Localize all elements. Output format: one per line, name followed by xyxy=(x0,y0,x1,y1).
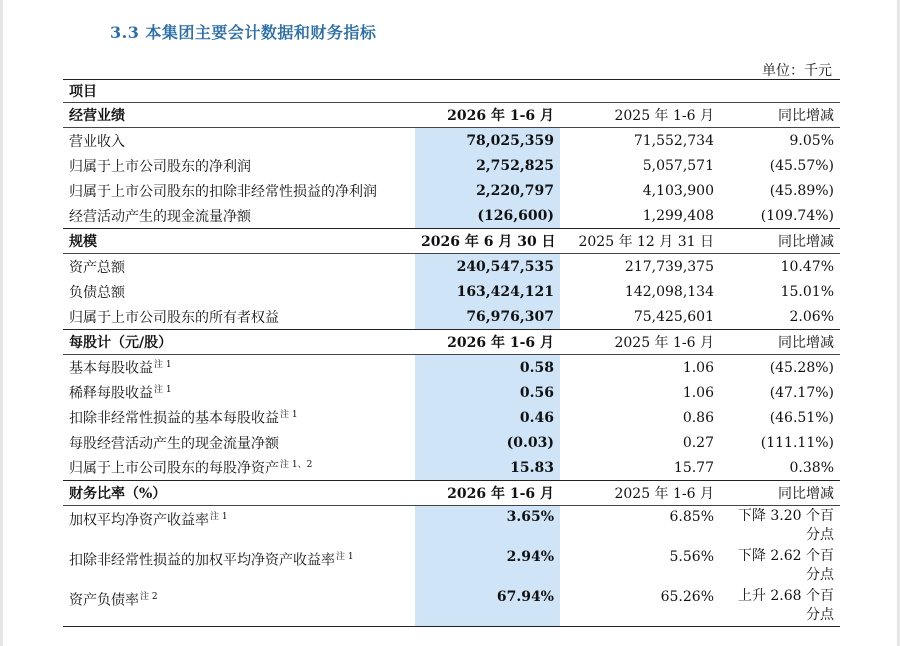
current-value: 163,424,121 xyxy=(415,279,560,304)
section-title: 财务比率（%） xyxy=(63,481,415,506)
prior-value: 5.56% xyxy=(669,549,714,565)
table-row xyxy=(63,254,840,280)
column-header-current: 2026 年 1-6 月 xyxy=(415,103,560,128)
change-value: 上升 2.68 个百分点 xyxy=(720,586,840,627)
current-value: 0.46 xyxy=(415,405,560,430)
column-header-current: 2026 年 1-6 月 xyxy=(415,330,560,355)
prior-value: 1.06 xyxy=(682,384,714,401)
column-header-change: 同比增减 xyxy=(720,103,840,128)
footnote-marker: 注 1 xyxy=(280,410,298,421)
prior-value: 65.26% xyxy=(560,586,720,627)
unit-label: 单位：千元 xyxy=(762,63,832,79)
table-row xyxy=(63,203,840,229)
prior-value: 4,103,900 xyxy=(642,182,714,199)
prior-value: 142,098,134 xyxy=(624,283,714,300)
current-value: 3.65% xyxy=(415,506,560,547)
row-label: 基本每股收益$^{注 1}$ xyxy=(69,360,172,377)
change-value: (111.11%) xyxy=(760,434,834,451)
row-label: 资产负债率$^{注 2}$ xyxy=(63,586,415,627)
change-value: (45.28%) xyxy=(769,359,834,376)
table-row xyxy=(63,178,840,203)
table-row xyxy=(63,380,840,405)
row-label: 归属于上市公司股东的每股净资产$^{注 1、2}$ xyxy=(69,460,313,477)
current-value: (126,600) xyxy=(415,203,560,229)
row-label: 负债总额 xyxy=(69,284,125,301)
table-row xyxy=(63,430,840,455)
table-row xyxy=(63,279,840,304)
footnote-marker: 注 1 xyxy=(336,552,354,562)
prior-value: 1.06 xyxy=(682,359,714,376)
section-header-row xyxy=(63,229,840,254)
row-label: 稀释每股收益$^{注 1}$ xyxy=(69,385,172,402)
row-label: 资产总额 xyxy=(69,259,125,276)
table-row xyxy=(63,304,840,330)
current-value: 76,976,307 xyxy=(415,304,560,330)
column-header-change: 同比增减 xyxy=(720,330,840,355)
table-row xyxy=(63,455,840,481)
row-label: 经营活动产生的现金流量净额 xyxy=(69,208,251,225)
row-label: 每股经营活动产生的现金流量净额 xyxy=(69,435,279,452)
section-title: 规模 xyxy=(63,229,415,254)
row-label: 归属于上市公司股东的净利润 xyxy=(69,158,251,175)
change-value: (45.57%) xyxy=(769,157,834,174)
prior-value: 15.77 xyxy=(673,459,714,476)
change-value: 2.06% xyxy=(789,308,834,325)
prior-value: 6.85% xyxy=(669,509,714,525)
footnote-marker: 注 1 xyxy=(154,385,172,396)
row-label: 营业收入 xyxy=(69,133,125,150)
current-value: 0.56 xyxy=(415,380,560,405)
row-label: 加权平均净资产收益率$^{注 1}$ xyxy=(69,512,228,529)
change-value: 15.01% xyxy=(780,283,834,300)
page-edge-left xyxy=(0,0,3,646)
current-value: 0.58 xyxy=(415,355,560,381)
row-label: 归属于上市公司股东的所有者权益 xyxy=(69,309,279,326)
section-header-row xyxy=(63,330,840,355)
row-label: 扣除非经常性损益的加权平均净资产收益率$^{注 1}$ xyxy=(69,552,354,569)
column-header-change: 同比增减 xyxy=(720,481,840,506)
column-header-prior: 2025 年 1-6 月 xyxy=(560,330,720,355)
prior-value: 1,299,408 xyxy=(642,207,714,224)
column-header-current: 2026 年 1-6 月 xyxy=(415,481,560,506)
section-heading: 3.3 本集团主要会计数据和财务指标 xyxy=(110,23,377,42)
footnote-marker: 注 1 xyxy=(154,360,172,371)
financial-indicators-table xyxy=(63,79,840,627)
prior-value: 0.86 xyxy=(682,409,714,426)
prior-value: 5,057,571 xyxy=(642,157,714,174)
section-title: 每股计（元/股） xyxy=(63,330,415,355)
column-header-prior: 2025 年 1-6 月 xyxy=(560,481,720,506)
table-row xyxy=(63,586,840,627)
section-header-row xyxy=(63,103,840,128)
current-value: 78,025,359 xyxy=(415,128,560,154)
prior-value: 0.27 xyxy=(682,434,714,451)
current-value: 2,220,797 xyxy=(415,178,560,203)
prior-value: 75,425,601 xyxy=(633,308,714,325)
table-row xyxy=(63,153,840,178)
prior-value: 71,552,734 xyxy=(633,132,714,149)
footnote-marker: 注 1、2 xyxy=(280,460,313,471)
change-value: 10.47% xyxy=(780,258,834,275)
change-value: 9.05% xyxy=(789,132,834,149)
footnote-marker: 注 1 xyxy=(210,512,228,522)
column-header-prior: 2025 年 1-6 月 xyxy=(560,103,720,128)
project-header: 项目 xyxy=(63,80,415,103)
prior-value: 217,739,375 xyxy=(624,258,714,275)
table-row xyxy=(63,506,840,547)
change-value: 0.38% xyxy=(789,459,834,476)
row-label: 扣除非经常性损益的基本每股收益$^{注 1}$ xyxy=(69,410,298,427)
change-value: (47.17%) xyxy=(769,384,834,401)
row-label: 归属于上市公司股东的扣除非经常性损益的净利润 xyxy=(69,183,377,200)
table-row xyxy=(63,405,840,430)
column-header-prior: 2025 年 12 月 31 日 xyxy=(560,229,720,254)
current-value: (0.03) xyxy=(415,430,560,455)
change-value: (45.89%) xyxy=(769,182,834,199)
current-value: 15.83 xyxy=(415,455,560,481)
table-row xyxy=(63,355,840,381)
current-value: 2,752,825 xyxy=(415,153,560,178)
table-row xyxy=(63,546,840,586)
table-header-row xyxy=(63,80,840,103)
column-header-current: 2026 年 6 月 30 日 xyxy=(415,229,560,254)
change-value: 下降 3.20 个百分点 xyxy=(737,508,834,543)
current-value: 2.94% xyxy=(415,546,560,586)
footnote-marker: 注 2 xyxy=(140,592,158,602)
table-row xyxy=(63,128,840,154)
change-value: (46.51%) xyxy=(769,409,834,426)
change-value: (109.74%) xyxy=(760,207,834,224)
current-value: 240,547,535 xyxy=(415,254,560,280)
change-value: 下降 2.62 个百分点 xyxy=(737,548,834,583)
section-title: 经营业绩 xyxy=(63,103,415,128)
column-header-change: 同比增减 xyxy=(720,229,840,254)
current-value: 67.94% xyxy=(415,586,560,627)
section-header-row xyxy=(63,481,840,506)
